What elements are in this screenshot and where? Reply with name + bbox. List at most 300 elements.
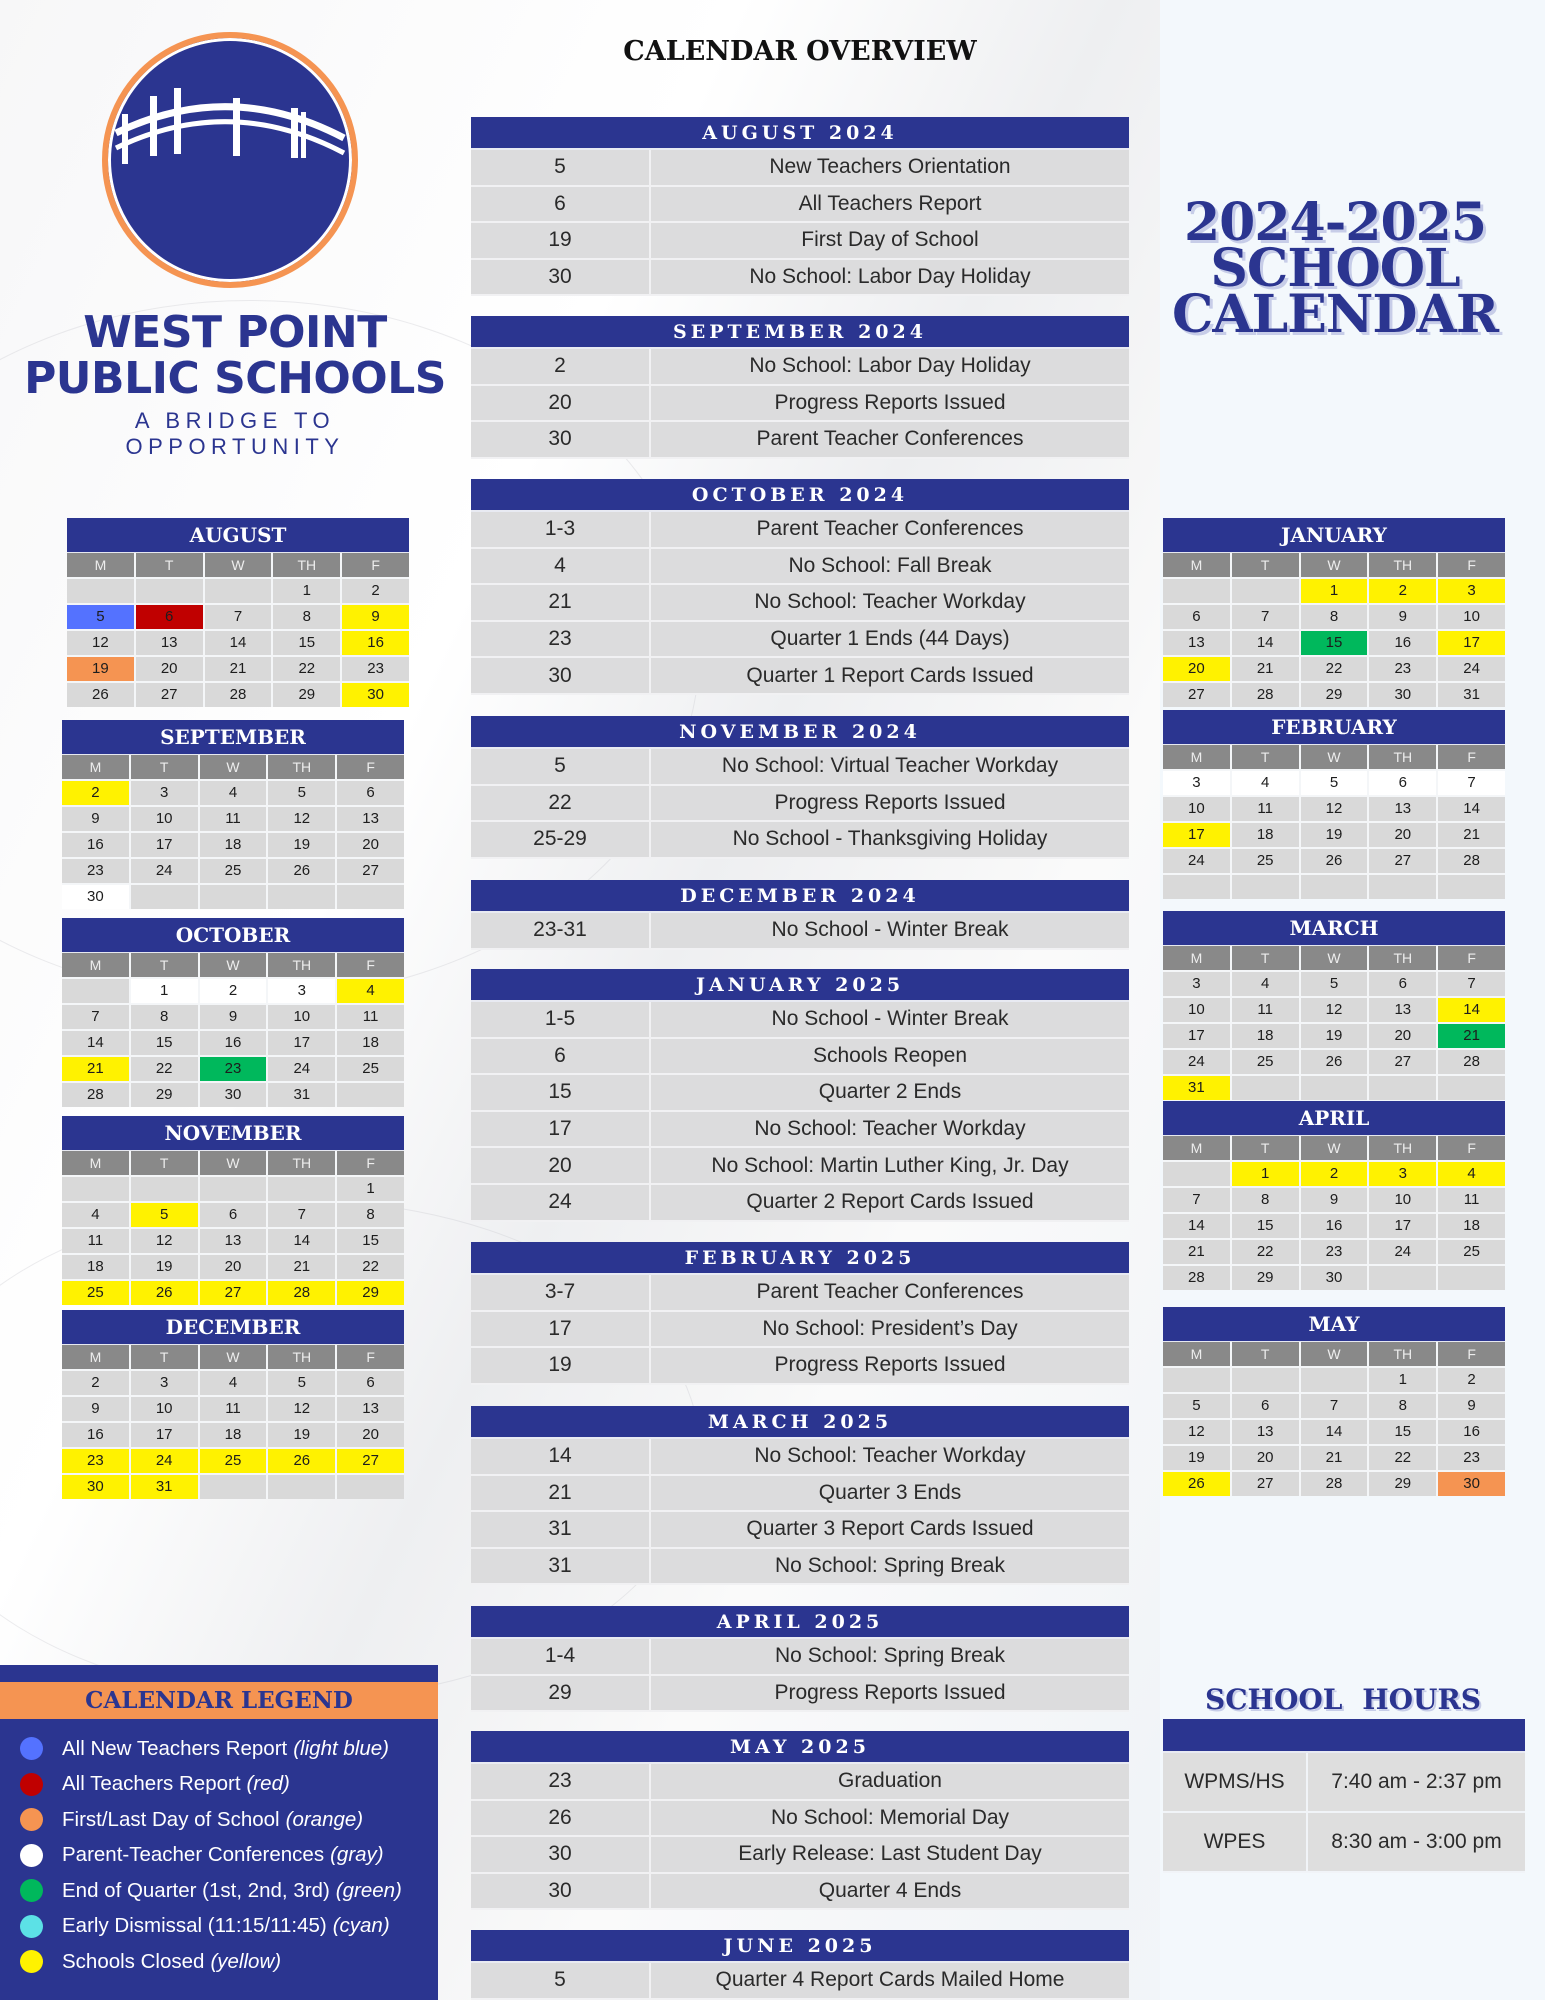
event-description: No School: Labor Day Holiday [651, 349, 1129, 384]
day-cell: 28 [62, 1083, 129, 1107]
day-cell: 6 [337, 781, 404, 805]
day-cell: 16 [1301, 1214, 1368, 1238]
mini-calendar-month: DECEMBER [62, 1310, 404, 1345]
day-cell: 17 [1369, 1214, 1436, 1238]
day-cell: 8 [1301, 605, 1368, 629]
day-cell: 28 [1438, 849, 1505, 873]
day-cell: 21 [1438, 1024, 1505, 1048]
day-cell: 10 [1369, 1188, 1436, 1212]
weekday-header: F [337, 1345, 404, 1369]
day-cell: 2 [1438, 1368, 1505, 1392]
day-cell: 12 [268, 807, 335, 831]
school-hours-row [1163, 1813, 1525, 1873]
event-date: 31 [471, 1549, 651, 1584]
day-cell: 4 [1232, 972, 1299, 996]
weekday-header: TH [1369, 1342, 1436, 1366]
day-cell: 14 [1232, 631, 1299, 655]
event-row [471, 622, 1129, 659]
day-cell [200, 885, 267, 909]
day-cell: 6 [1369, 972, 1436, 996]
event-description: First Day of School [651, 223, 1129, 258]
overview-month-block [471, 1242, 1129, 1385]
day-cell: 6 [136, 605, 203, 629]
day-cell [205, 579, 272, 603]
color-dot-icon [20, 1808, 43, 1831]
event-description: Quarter 1 Report Cards Issued [651, 658, 1129, 693]
weekday-header: T [136, 553, 203, 577]
event-row [471, 260, 1129, 297]
day-cell: 13 [1232, 1420, 1299, 1444]
event-date: 6 [471, 187, 651, 222]
mini-calendar-month: AUGUST [67, 518, 409, 553]
day-cell: 6 [337, 1371, 404, 1395]
legend-color-note: (yellow) [210, 1949, 282, 1973]
day-cell: 8 [337, 1203, 404, 1227]
day-cell: 5 [1301, 972, 1368, 996]
day-cell: 2 [1369, 579, 1436, 603]
legend-label: All Teachers Report [62, 1772, 241, 1796]
day-cell: 24 [268, 1057, 335, 1081]
mini-calendar-grid [62, 1151, 404, 1305]
day-cell [268, 1177, 335, 1201]
day-cell: 22 [337, 1255, 404, 1279]
weekday-header: W [1301, 1342, 1368, 1366]
day-cell: 7 [1232, 605, 1299, 629]
calendar-legend [0, 1665, 438, 2000]
overview-month-block [471, 1731, 1129, 1910]
day-cell [1232, 1076, 1299, 1100]
day-cell: 15 [1301, 631, 1368, 655]
event-description: Quarter 3 Ends [651, 1476, 1129, 1511]
school-hours-header-bar [1163, 1719, 1525, 1753]
legend-color-note: (cyan) [332, 1914, 390, 1938]
bridge-icon [102, 32, 358, 288]
day-cell: 9 [1301, 1188, 1368, 1212]
legend-title: CALENDAR LEGEND [0, 1682, 438, 1719]
color-dot-icon [20, 1950, 43, 1973]
day-cell: 8 [131, 1005, 198, 1029]
day-cell: 29 [1369, 1472, 1436, 1496]
legend-item [0, 1873, 438, 1909]
event-row [471, 658, 1129, 695]
event-description: No School: Martin Luther King, Jr. Day [651, 1148, 1129, 1183]
event-date: 5 [471, 749, 651, 784]
day-cell: 22 [1232, 1240, 1299, 1264]
day-cell: 30 [342, 683, 409, 707]
legend-label: All New Teachers Report [62, 1736, 288, 1760]
weekday-header: T [1232, 946, 1299, 970]
mini-calendar-february [1163, 710, 1505, 899]
event-date: 30 [471, 1837, 651, 1872]
day-cell: 5 [268, 781, 335, 805]
weekday-header: T [1232, 1136, 1299, 1160]
day-cell: 30 [200, 1083, 267, 1107]
event-description: Parent Teacher Conferences [651, 1275, 1129, 1310]
event-date: 1-5 [471, 1002, 651, 1037]
event-date: 25-29 [471, 822, 651, 857]
mini-calendar-april [1163, 1101, 1505, 1290]
event-description: Progress Reports Issued [651, 386, 1129, 421]
day-cell: 5 [131, 1203, 198, 1227]
event-description: No School - Winter Break [651, 913, 1129, 948]
day-cell: 6 [200, 1203, 267, 1227]
mini-calendar-grid [62, 953, 404, 1107]
day-cell: 28 [1438, 1050, 1505, 1074]
day-cell [268, 885, 335, 909]
weekday-header: M [67, 553, 134, 577]
day-cell: 11 [337, 1005, 404, 1029]
mini-calendar-october [62, 918, 404, 1107]
weekday-header: F [337, 953, 404, 977]
day-cell: 17 [1438, 631, 1505, 655]
day-cell: 6 [1163, 605, 1230, 629]
weekday-header: W [205, 553, 272, 577]
day-cell: 7 [1301, 1394, 1368, 1418]
day-cell: 3 [1163, 972, 1230, 996]
day-cell: 7 [1438, 972, 1505, 996]
event-description: Parent Teacher Conferences [651, 512, 1129, 547]
overview-month-block [471, 969, 1129, 1222]
day-cell: 29 [337, 1281, 404, 1305]
day-cell: 11 [62, 1229, 129, 1253]
day-cell [268, 1475, 335, 1499]
event-date: 1-3 [471, 512, 651, 547]
day-cell: 21 [62, 1057, 129, 1081]
event-row [471, 786, 1129, 823]
legend-color-note: (green) [335, 1878, 402, 1902]
event-date: 29 [471, 1676, 651, 1711]
mini-calendar-november [62, 1116, 404, 1305]
mini-calendar-month: NOVEMBER [62, 1116, 404, 1151]
event-date: 5 [471, 1963, 651, 1998]
day-cell: 7 [1438, 771, 1505, 795]
day-cell: 17 [268, 1031, 335, 1055]
overview-month-header: FEBRUARY 2025 [471, 1242, 1129, 1275]
day-cell: 18 [1438, 1214, 1505, 1238]
day-cell: 3 [1438, 579, 1505, 603]
day-cell: 17 [1163, 823, 1230, 847]
mini-calendar-grid [1163, 1342, 1505, 1496]
day-cell: 27 [1369, 1050, 1436, 1074]
day-cell: 1 [131, 979, 198, 1003]
day-cell: 30 [1438, 1472, 1505, 1496]
event-description: No School: Teacher Workday [651, 1112, 1129, 1147]
day-cell: 14 [268, 1229, 335, 1253]
event-date: 30 [471, 422, 651, 457]
day-cell: 10 [131, 807, 198, 831]
weekday-header: M [62, 953, 129, 977]
weekday-header: W [1301, 1136, 1368, 1160]
day-cell: 24 [131, 859, 198, 883]
event-description: No School - Thanksgiving Holiday [651, 822, 1129, 857]
day-cell: 15 [1369, 1420, 1436, 1444]
day-cell: 22 [1369, 1446, 1436, 1470]
day-cell: 25 [1232, 1050, 1299, 1074]
weekday-header: F [1438, 1136, 1505, 1160]
page-title-line2: SCHOOL [1210, 238, 1460, 299]
mini-calendar-month: SEPTEMBER [62, 720, 404, 755]
day-cell [1232, 1368, 1299, 1392]
weekday-header: W [1301, 745, 1368, 769]
day-cell: 28 [1301, 1472, 1368, 1496]
event-date: 14 [471, 1439, 651, 1474]
day-cell: 30 [1369, 683, 1436, 707]
event-row [471, 585, 1129, 622]
day-cell: 14 [1163, 1214, 1230, 1238]
day-cell: 4 [62, 1203, 129, 1227]
day-cell: 3 [268, 979, 335, 1003]
weekday-header: TH [268, 1151, 335, 1175]
day-cell: 10 [268, 1005, 335, 1029]
overview-month-header: NOVEMBER 2024 [471, 716, 1129, 749]
day-cell [1301, 875, 1368, 899]
event-description: Quarter 4 Ends [651, 1874, 1129, 1909]
day-cell: 31 [1163, 1076, 1230, 1100]
day-cell: 27 [337, 1449, 404, 1473]
legend-item [0, 1802, 438, 1838]
day-cell: 27 [136, 683, 203, 707]
day-cell [1232, 579, 1299, 603]
day-cell: 31 [131, 1475, 198, 1499]
day-cell: 16 [62, 833, 129, 857]
day-cell: 24 [1163, 1050, 1230, 1074]
event-description: Progress Reports Issued [651, 786, 1129, 821]
day-cell: 16 [1369, 631, 1436, 655]
day-cell: 28 [268, 1281, 335, 1305]
legend-color-note: (red) [246, 1772, 290, 1796]
event-row [471, 913, 1129, 950]
weekday-header: F [337, 1151, 404, 1175]
weekday-header: M [1163, 553, 1230, 577]
day-cell: 10 [1163, 797, 1230, 821]
day-cell: 21 [205, 657, 272, 681]
day-cell: 28 [1163, 1266, 1230, 1290]
day-cell [1369, 1266, 1436, 1290]
event-description: Parent Teacher Conferences [651, 422, 1129, 457]
legend-color-note: (orange) [285, 1807, 364, 1831]
event-row [471, 1874, 1129, 1911]
day-cell: 23 [62, 859, 129, 883]
weekday-header: M [1163, 1136, 1230, 1160]
weekday-header: TH [1369, 1136, 1436, 1160]
day-cell: 14 [205, 631, 272, 655]
event-row [471, 512, 1129, 549]
event-description: Progress Reports Issued [651, 1348, 1129, 1383]
legend-item [0, 1944, 438, 1980]
event-description: Quarter 2 Report Cards Issued [651, 1185, 1129, 1220]
event-date: 19 [471, 223, 651, 258]
weekday-header: T [131, 953, 198, 977]
day-cell: 17 [1163, 1024, 1230, 1048]
day-cell: 13 [1369, 998, 1436, 1022]
day-cell: 27 [1232, 1472, 1299, 1496]
day-cell: 11 [1232, 998, 1299, 1022]
school-name [20, 307, 450, 404]
event-row [471, 822, 1129, 859]
day-cell: 20 [337, 1423, 404, 1447]
day-cell: 1 [273, 579, 340, 603]
day-cell [1163, 1162, 1230, 1186]
day-cell: 13 [1369, 797, 1436, 821]
day-cell: 19 [268, 833, 335, 857]
overview-month-header: JANUARY 2025 [471, 969, 1129, 1002]
day-cell [136, 579, 203, 603]
event-row [471, 1002, 1129, 1039]
day-cell: 20 [1369, 823, 1436, 847]
day-cell: 25 [62, 1281, 129, 1305]
day-cell: 12 [1301, 998, 1368, 1022]
color-dot-icon [20, 1773, 43, 1796]
mini-calendar-grid [62, 1345, 404, 1499]
day-cell: 9 [342, 605, 409, 629]
school-hours-table [1163, 1719, 1525, 1873]
event-row [471, 1764, 1129, 1801]
day-cell: 5 [67, 605, 134, 629]
day-cell [131, 885, 198, 909]
day-cell: 23 [342, 657, 409, 681]
weekday-header: M [62, 755, 129, 779]
day-cell: 7 [268, 1203, 335, 1227]
school-name-line2: PUBLIC SCHOOLS [24, 353, 446, 404]
day-cell: 21 [1232, 657, 1299, 681]
event-row [471, 1639, 1129, 1676]
day-cell: 22 [273, 657, 340, 681]
day-cell: 9 [62, 807, 129, 831]
event-row [471, 1963, 1129, 2000]
event-description: Quarter 2 Ends [651, 1075, 1129, 1110]
day-cell: 20 [200, 1255, 267, 1279]
day-cell: 15 [131, 1031, 198, 1055]
event-description: No School: Memorial Day [651, 1801, 1129, 1836]
event-row [471, 1439, 1129, 1476]
day-cell: 11 [200, 1397, 267, 1421]
day-cell: 3 [1369, 1162, 1436, 1186]
day-cell: 13 [337, 807, 404, 831]
weekday-header: T [131, 1151, 198, 1175]
weekday-header: M [62, 1345, 129, 1369]
weekday-header: F [1438, 946, 1505, 970]
event-row [471, 349, 1129, 386]
school-hours-title: SCHOOL HOURS [1205, 1683, 1481, 1716]
event-date: 20 [471, 1148, 651, 1183]
day-cell: 16 [200, 1031, 267, 1055]
weekday-header: TH [273, 553, 340, 577]
day-cell: 14 [1301, 1420, 1368, 1444]
day-cell: 6 [1369, 771, 1436, 795]
day-cell: 21 [1301, 1446, 1368, 1470]
event-row [471, 1148, 1129, 1185]
day-cell: 10 [1438, 605, 1505, 629]
day-cell: 1 [1232, 1162, 1299, 1186]
day-cell: 16 [342, 631, 409, 655]
day-cell: 4 [200, 1371, 267, 1395]
weekday-header: W [1301, 553, 1368, 577]
day-cell: 10 [131, 1397, 198, 1421]
day-cell [1438, 1266, 1505, 1290]
day-cell: 28 [1232, 683, 1299, 707]
overview-month-block [471, 479, 1129, 695]
day-cell: 23 [1301, 1240, 1368, 1264]
event-description: New Teachers Orientation [651, 150, 1129, 185]
day-cell: 19 [1163, 1446, 1230, 1470]
event-row [471, 386, 1129, 423]
day-cell: 13 [200, 1229, 267, 1253]
day-cell: 19 [131, 1255, 198, 1279]
weekday-header: T [1232, 1342, 1299, 1366]
day-cell: 16 [1438, 1420, 1505, 1444]
mini-calendar-grid [62, 755, 404, 909]
mini-calendar-grid [1163, 745, 1505, 899]
day-cell: 18 [1232, 823, 1299, 847]
day-cell: 22 [131, 1057, 198, 1081]
event-date: 30 [471, 1874, 651, 1909]
event-row [471, 1549, 1129, 1586]
day-cell: 5 [268, 1371, 335, 1395]
day-cell [1301, 1368, 1368, 1392]
day-cell: 9 [1438, 1394, 1505, 1418]
day-cell: 23 [1369, 657, 1436, 681]
day-cell [1232, 875, 1299, 899]
day-cell: 1 [1301, 579, 1368, 603]
day-cell: 25 [200, 859, 267, 883]
event-description: No School: Spring Break [651, 1639, 1129, 1674]
day-cell: 20 [136, 657, 203, 681]
event-date: 5 [471, 150, 651, 185]
mini-calendar-month: OCTOBER [62, 918, 404, 953]
overview-month-header: AUGUST 2024 [471, 117, 1129, 150]
weekday-header: T [131, 1345, 198, 1369]
mini-calendar-month: MARCH [1163, 911, 1505, 946]
event-row [471, 1348, 1129, 1385]
weekday-header: T [131, 755, 198, 779]
event-row [471, 1275, 1129, 1312]
school-name-line1: WEST POINT [83, 307, 387, 358]
overview-month-block [471, 316, 1129, 459]
legend-label: End of Quarter (1st, 2nd, 3rd) [62, 1878, 330, 1902]
event-description: Early Release: Last Student Day [651, 1837, 1129, 1872]
day-cell: 30 [62, 1475, 129, 1499]
overview-month-header: OCTOBER 2024 [471, 479, 1129, 512]
overview-month-header: JUNE 2025 [471, 1930, 1129, 1963]
event-description: No School: Teacher Workday [651, 1439, 1129, 1474]
day-cell: 23 [200, 1057, 267, 1081]
day-cell: 23 [1438, 1446, 1505, 1470]
event-date: 17 [471, 1312, 651, 1347]
mini-calendar-december [62, 1310, 404, 1499]
day-cell: 7 [62, 1005, 129, 1029]
day-cell: 25 [337, 1057, 404, 1081]
day-cell: 23 [62, 1449, 129, 1473]
day-cell: 18 [337, 1031, 404, 1055]
day-cell [1438, 875, 1505, 899]
weekday-header: F [337, 755, 404, 779]
event-row [471, 1039, 1129, 1076]
day-cell: 29 [131, 1083, 198, 1107]
event-description: Quarter 3 Report Cards Issued [651, 1512, 1129, 1547]
day-cell: 20 [1369, 1024, 1436, 1048]
day-cell: 7 [1163, 1188, 1230, 1212]
weekday-header: M [62, 1151, 129, 1175]
day-cell: 1 [337, 1177, 404, 1201]
weekday-header: TH [268, 953, 335, 977]
overview-month-block [471, 880, 1129, 950]
event-date: 23 [471, 1764, 651, 1799]
legend-label: Parent-Teacher Conferences [62, 1843, 325, 1867]
day-cell: 4 [337, 979, 404, 1003]
day-cell: 10 [1163, 998, 1230, 1022]
overview-month-header: DECEMBER 2024 [471, 880, 1129, 913]
mini-calendar-grid [1163, 946, 1505, 1100]
